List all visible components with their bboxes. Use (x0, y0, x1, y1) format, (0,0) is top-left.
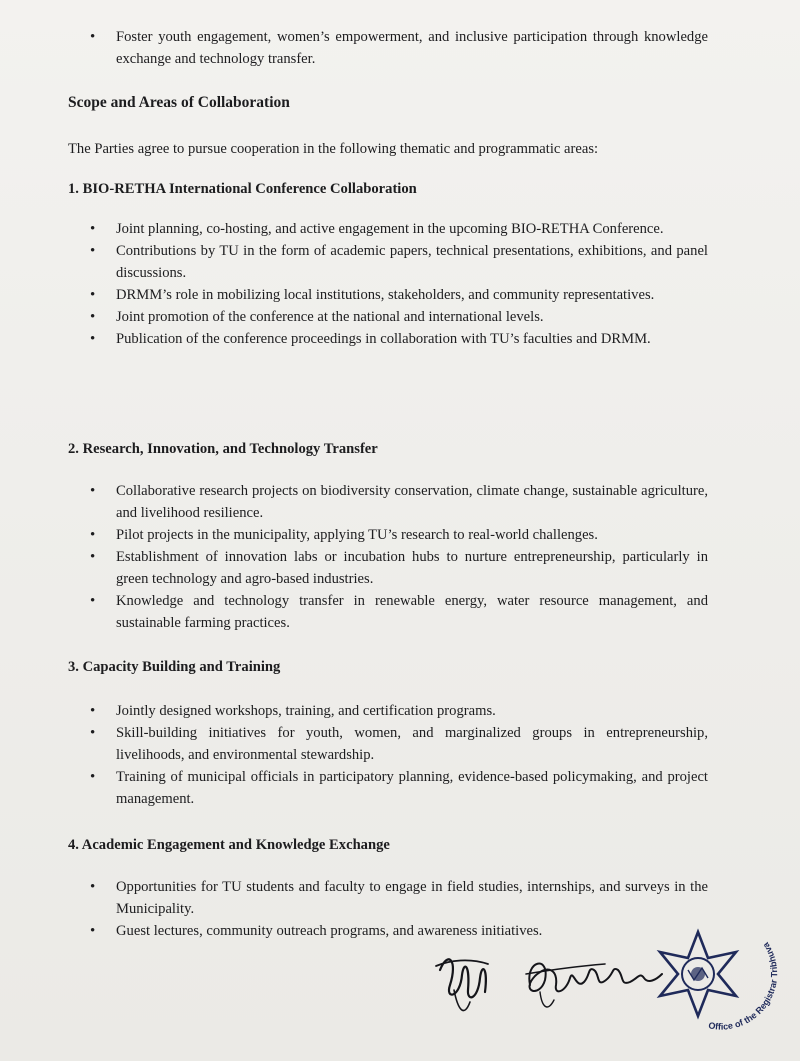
list-item: • DRMM’s role in mobilizing local institutions, stakeholders, and community representatives. (68, 284, 708, 306)
list-item: • Joint planning, co-hosting, and active engagement in the upcoming BIO-RETHA Conference. (68, 218, 708, 240)
list-item: • Publication of the conference proceedings in collaboration with TU’s faculties and DRMM. (68, 328, 708, 350)
list-item: • Jointly designed workshops, training, and certification programs. (68, 700, 708, 722)
seal-icon (648, 910, 778, 1040)
list-item: • Establishment of innovation labs or incubation hubs to nurture entrepreneurship, particularly in green technology and agro-based industries. (68, 546, 708, 590)
list-item: • Pilot projects in the municipality, applying TU’s research to real-world challenges. (68, 524, 708, 546)
list-item: • Joint promotion of the conference at the national and international levels. (68, 306, 708, 328)
list-item: • Knowledge and technology transfer in renewable energy, water resource management, and sustainable farming practices. (68, 590, 708, 634)
list-item: • Opportunities for TU students and faculty to engage in field studies, internships, and surveys in the Municipality. (68, 876, 708, 920)
list-item: • Training of municipal officials in participatory planning, evidence-based policymaking, and project management. (68, 766, 708, 810)
list-item: • Skill-building initiatives for youth, women, and marginalized groups in entrepreneurship, livelihoods, and environmental stewardship. (68, 722, 708, 766)
section-heading-4: 4. Academic Engagement and Knowledge Exchange (68, 837, 390, 853)
intro-bullet-list (68, 26, 708, 70)
list-item: • Foster youth engagement, women’s empowerment, and inclusive participation through knowledge exchange and technology transfer. (68, 26, 708, 70)
university-seal (648, 910, 778, 1040)
svg-text:Office of the Registrar Tribhu: Office of the Registrar ibhuva (707, 940, 778, 1032)
section-heading-scope: Scope and Areas of Collaboration (68, 94, 290, 111)
section-1-bullet-list (68, 218, 708, 350)
section-heading-1: 1. BIO-RETHA International Conference Collaboration (68, 181, 417, 197)
lead-paragraph: The Parties agree to pursue cooperation in the following thematic and programmatic areas: (68, 141, 599, 157)
list-item: • Collaborative research projects on biodiversity conservation, climate change, sustainable agriculture, and livelihood resilience. (68, 480, 708, 524)
section-heading-2: 2. Research, Innovation, and Technology Transfer (68, 441, 378, 457)
section-3-bullet-list (68, 700, 708, 810)
list-item: • Contributions by TU in the form of academic papers, technical presentations, exhibitions, and panel discussions. (68, 240, 708, 284)
section-heading-3: 3. Capacity Building and Training (68, 659, 281, 675)
section-2-bullet-list (68, 480, 708, 634)
list-item: • Guest lectures, community outreach programs, and awareness initiatives. (68, 920, 708, 942)
